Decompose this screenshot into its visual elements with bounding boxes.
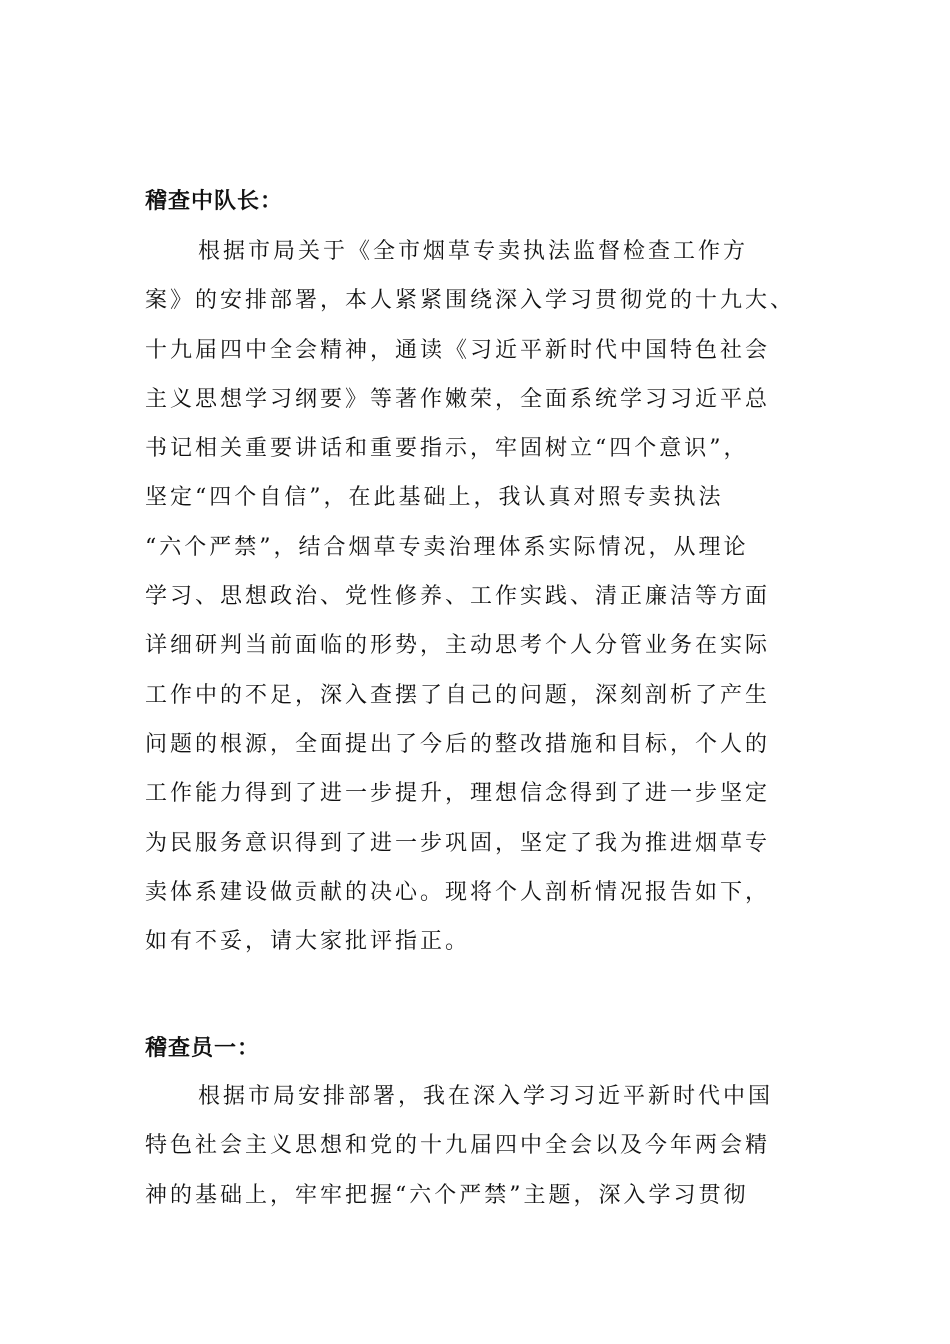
paragraph-line: 十九届四中全会精神，通读《习近平新时代中国特色社会 xyxy=(145,337,771,363)
paragraph-line: 卖体系建设做贡献的决心。现将个人剖析情况报告如下， xyxy=(145,879,771,905)
section-heading-inspector: 稽查员一： xyxy=(145,1036,261,1061)
paragraph-line: 详细研判当前面临的形势，主动思考个人分管业务在实际 xyxy=(145,633,771,659)
paragraph-line: 学习、思想政治、党性修养、工作实践、清正廉洁等方面 xyxy=(145,584,771,610)
paragraph-line: 工作中的不足，深入查摆了自己的问题，深刻剖析了产生 xyxy=(145,682,771,708)
paragraph-line: 主义思想学习纲要》等著作嫩荣，全面系统学习习近平总 xyxy=(145,386,771,412)
paragraph-line: 神的基础上，牢牢把握“六个严禁”主题，深入学习贯彻 xyxy=(145,1182,749,1208)
paragraph-line: 根据市局安排部署，我在深入学习习近平新时代中国 xyxy=(198,1084,774,1109)
paragraph-line: 特色社会主义思想和党的十九届四中全会以及今年两会精 xyxy=(145,1133,771,1159)
paragraph-line: 如有不妥，请大家批评指正。 xyxy=(145,929,471,955)
paragraph-line: 工作能力得到了进一步提升，理想信念得到了进一步坚定 xyxy=(145,781,771,807)
paragraph-line: 问题的根源，全面提出了今后的整改措施和目标，个人的 xyxy=(145,731,771,757)
paragraph-line: 为民服务意识得到了进一步巩固，坚定了我为推进烟草专 xyxy=(145,830,771,856)
paragraph-line: 根据市局关于《全市烟草专卖执法监督检查工作方 xyxy=(198,239,749,264)
paragraph-line: “六个严禁”，结合烟草专卖治理体系实际情况，从理论 xyxy=(145,534,749,560)
paragraph-line: 书记相关重要讲话和重要指示，牢固树立“四个意识”， xyxy=(145,436,749,462)
paragraph-line: 坚定“四个自信”，在此基础上，我认真对照专卖执法 xyxy=(145,485,724,511)
section-body-captain xyxy=(145,237,810,976)
section-body-inspector xyxy=(145,1082,810,1230)
document-page xyxy=(145,0,810,1344)
section-heading-captain: 稽查中队长： xyxy=(145,189,284,214)
paragraph-line: 案》的安排部署，本人紧紧围绕深入学习贯彻党的十九大、 xyxy=(145,288,796,314)
